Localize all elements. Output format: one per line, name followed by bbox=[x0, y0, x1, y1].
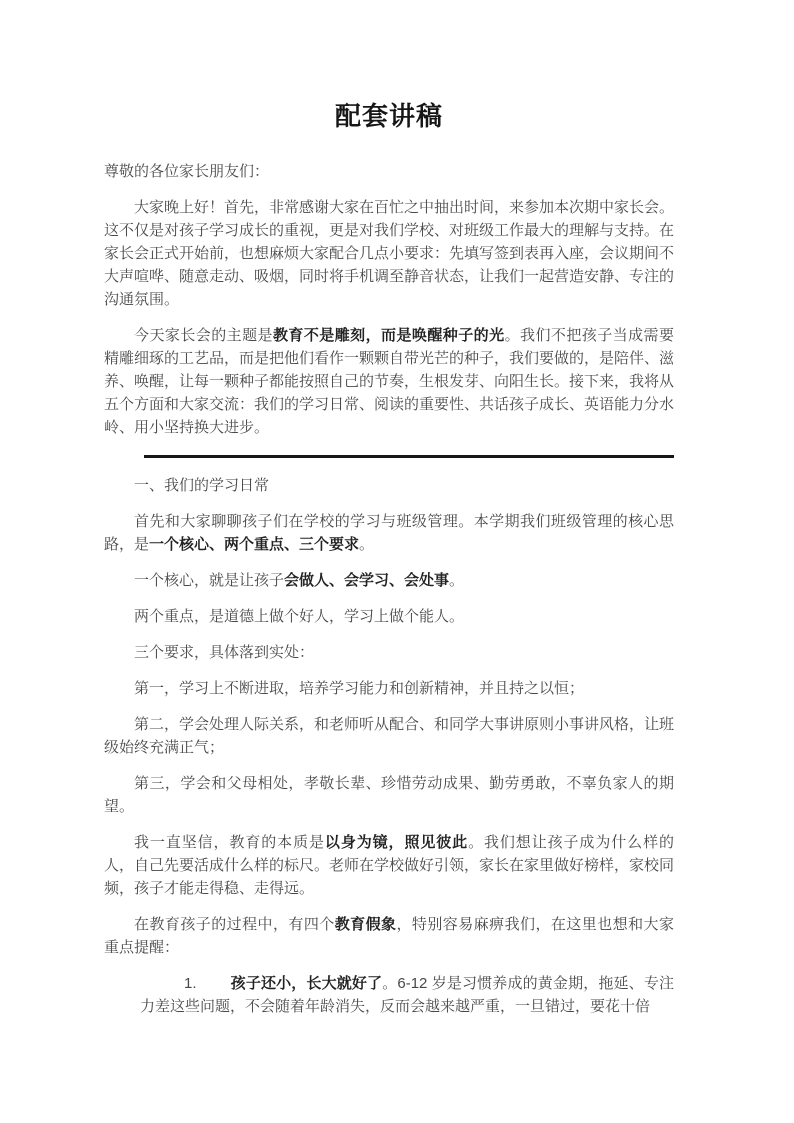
text-run: 首先和大家聊聊孩子们在学校的学习与班级管理。本学期我们班级管理的核心思路，是 bbox=[104, 513, 674, 553]
text-run: 第一，学习上不断进取，培养学习能力和创新精神，并且持之以恒； bbox=[134, 680, 585, 697]
paragraph bbox=[104, 772, 674, 818]
paragraph bbox=[104, 569, 674, 592]
text-run: 一、我们的学习日常 bbox=[134, 477, 270, 494]
bold-text-run: 会做人、会学习、会处事 bbox=[284, 572, 450, 589]
text-run: 。 bbox=[449, 572, 465, 589]
text-run: 第三，学会和父母相处，孝敬长辈、珍惜劳动成果、勤劳勇敢，不辜负家人的期望。 bbox=[104, 775, 674, 815]
paragraph bbox=[104, 605, 674, 628]
salutation bbox=[104, 160, 674, 183]
bold-text-run: 孩子还小，长大就好了 bbox=[230, 975, 383, 992]
text-run: 。我们不把孩子当成需要精雕细琢的工艺品，而是把他们看作一颗颗自带光芒的种子，我们要做的，是陪伴、滋养、唤醒，让每一颗种子都能按照自己的节奏，生根发芽、向阳生长。接下来，我将从五个方面和大家交流：我们的学习日常、阅读的重要性、共话孩子成长、英语能力分水岭、用小坚持换大进步。 bbox=[104, 327, 675, 436]
document-title: 配套讲稿 bbox=[334, 101, 443, 131]
section-heading bbox=[104, 474, 674, 497]
bold-text-run: 教育不是雕刻，而是唤醒种子的光 bbox=[272, 327, 505, 344]
list-number: 1. bbox=[184, 975, 197, 992]
text-run: 在教育孩子的过程中，有四个 bbox=[134, 916, 335, 933]
text-run: 。我们想让孩子成为什么样的人，自己先要活成什么样的标尺。老师在学校做好引领，家长在家里做好榜样，家校同频，孩子才能走得稳、走得远。 bbox=[104, 834, 675, 897]
text-run: 大家晚上好！首先，非常感谢大家在百忙之中抽出时间，来参加本次期中家长会。这不仅是对孩子学习成长的重视，更是对我们学校、对班级工作最大的理解与支持。在家长会正式开始前，也想麻烦大家配合几点小要求：先填写签到表再入座，会议期间不大声喧哗、随意走动、吸烟，同时将手机调至静音状态，让我们一起营造安静、专注的沟通氛围。 bbox=[104, 199, 675, 308]
bold-text-run: 教育假象 bbox=[334, 916, 397, 933]
text-run: ，特别容易麻痹我们，在这里也想和大家重点提醒： bbox=[104, 916, 674, 956]
paragraph bbox=[104, 677, 674, 700]
bold-text-run: 一个核心、两个重点、三个要求 bbox=[149, 536, 360, 553]
text-run: 。 bbox=[359, 536, 375, 553]
section-divider bbox=[144, 455, 674, 458]
text-run: 一个核心，就是让孩子 bbox=[134, 572, 285, 589]
paragraph bbox=[104, 324, 674, 439]
text-run: 第二，学会处理人际关系，和老师听从配合、和同学大事讲原则小事讲风格，让班级始终充满正气； bbox=[104, 716, 675, 756]
paragraph bbox=[104, 831, 674, 900]
text-run: 今天家长会的主题是 bbox=[134, 327, 273, 344]
list-item bbox=[140, 972, 674, 1018]
paragraph bbox=[104, 641, 674, 664]
document-body bbox=[104, 160, 674, 1018]
paragraph bbox=[104, 196, 674, 311]
paragraph bbox=[104, 510, 674, 556]
paragraph bbox=[104, 713, 674, 759]
text-run: 尊敬的各位家长朋友们： bbox=[104, 163, 270, 180]
text-run: 两个重点，是道德上做个好人，学习上做个能人。 bbox=[134, 608, 465, 625]
text-run: 三个要求，具体落到实处： bbox=[134, 644, 315, 661]
document-content bbox=[104, 96, 674, 1031]
text-run: 。6-12 岁是习惯养成的黄金期，拖延、专注力差这些问题，不会随着年龄消失，反而会越来越严重，一旦错过，要花十倍 bbox=[140, 975, 674, 1015]
paragraph bbox=[104, 913, 674, 959]
bold-text-run: 以身为镜，照见彼此 bbox=[324, 834, 469, 851]
text-run: 我一直坚信，教育的本质是 bbox=[134, 834, 325, 851]
